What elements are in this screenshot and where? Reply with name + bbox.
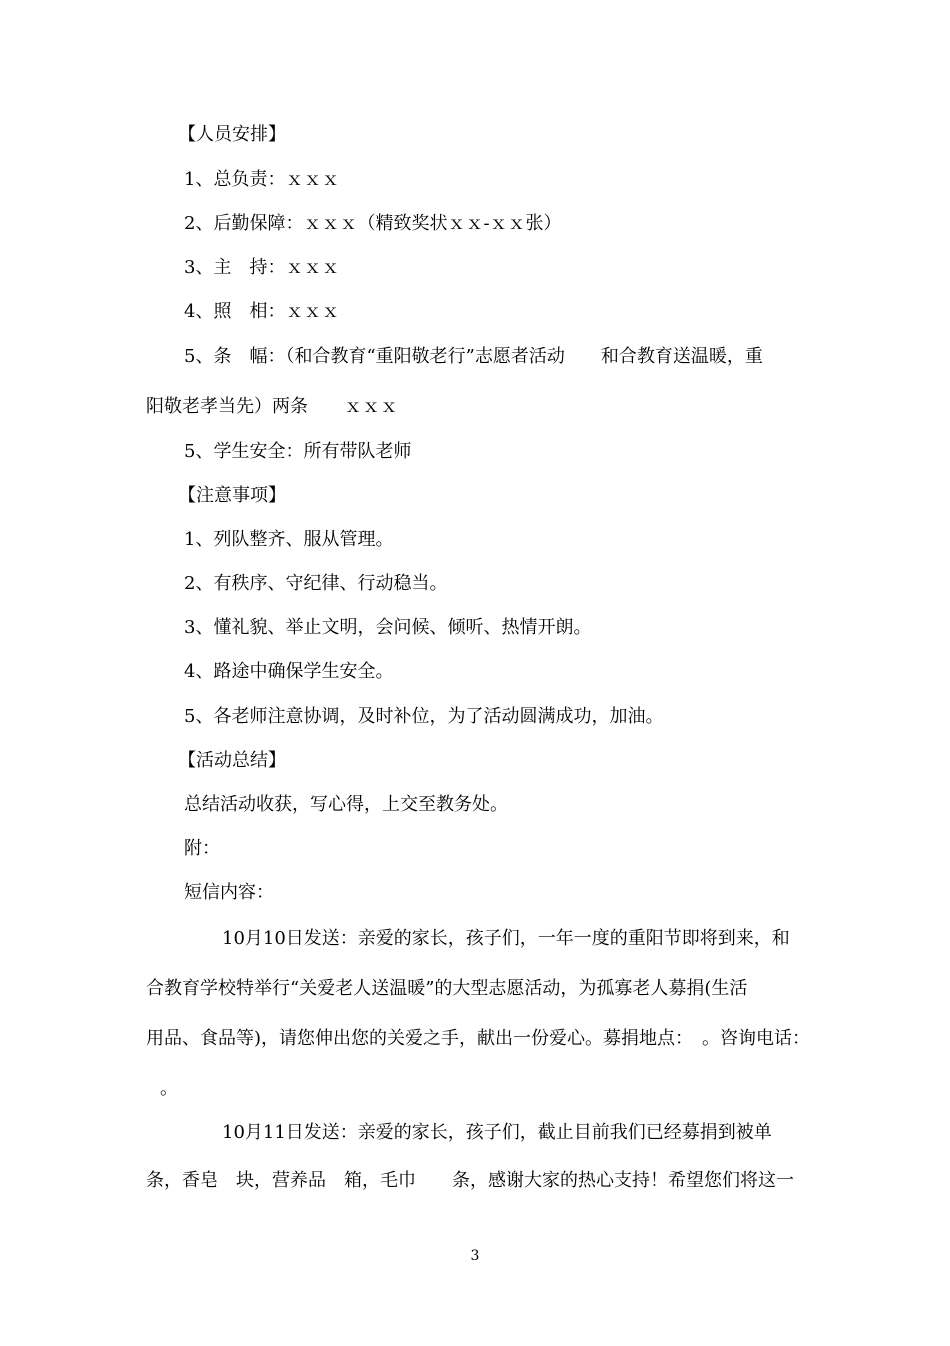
- text-line: 1、总负责：ｘｘｘ: [184, 169, 340, 190]
- text-line: 3、主 持：ｘｘｘ: [184, 257, 340, 278]
- text-line: 条，香皂 块，营养品 箱，毛巾 条，感谢大家的热心支持！希望您们将这一: [146, 1170, 794, 1191]
- text-line: 2、有秩序、守纪律、行动稳当。: [184, 573, 448, 594]
- text-line: 4、照 相：ｘｘｘ: [184, 301, 340, 322]
- text-line: 5、条 幅：（和合教育“重阳敬老行”志愿者活动 和合教育送温暖，重: [184, 346, 763, 367]
- text-line: 合教育学校特举行“关爱老人送温暖”的大型志愿活动，为孤寡老人募捐(生活: [146, 978, 748, 999]
- text-line: 短信内容：: [184, 882, 274, 903]
- text-line: 5、各老师注意协调，及时补位，为了活动圆满成功，加油。: [184, 706, 664, 727]
- text-line: 5、学生安全：所有带队老师: [184, 441, 412, 462]
- text-line: 总结活动收获，写心得，上交至教务处。: [184, 794, 508, 815]
- section-heading-staffing: 【人员安排】: [178, 124, 286, 145]
- text-line: 附：: [184, 838, 220, 859]
- section-heading-notes: 【注意事项】: [178, 485, 286, 506]
- text-line: 1、列队整齐、服从管理。: [184, 529, 394, 550]
- text-line: 阳敬老孝当先）两条 ｘｘｘ: [146, 396, 398, 417]
- text-line: 3、懂礼貌、举止文明，会问候、倾听、热情开朗。: [184, 617, 592, 638]
- text-line: 。: [160, 1078, 178, 1099]
- text-line: 2、后勤保障：ｘｘｘ（精致奖状ｘｘ-ｘｘ张）: [184, 213, 562, 234]
- text-line: 10月11日发送：亲爱的家长，孩子们，截止目前我们已经募捐到被单: [222, 1122, 772, 1143]
- text-line: 用品、食品等)，请您伸出您的关爱之手，献出一份爱心。募捐地点： 。咨询电话：: [146, 1028, 811, 1049]
- text-line: 10月10日发送：亲爱的家长，孩子们，一年一度的重阳节即将到来，和: [222, 928, 790, 949]
- section-heading-summary: 【活动总结】: [178, 750, 286, 771]
- page-number: 3: [470, 1248, 480, 1264]
- text-line: 4、路途中确保学生安全。: [184, 661, 394, 682]
